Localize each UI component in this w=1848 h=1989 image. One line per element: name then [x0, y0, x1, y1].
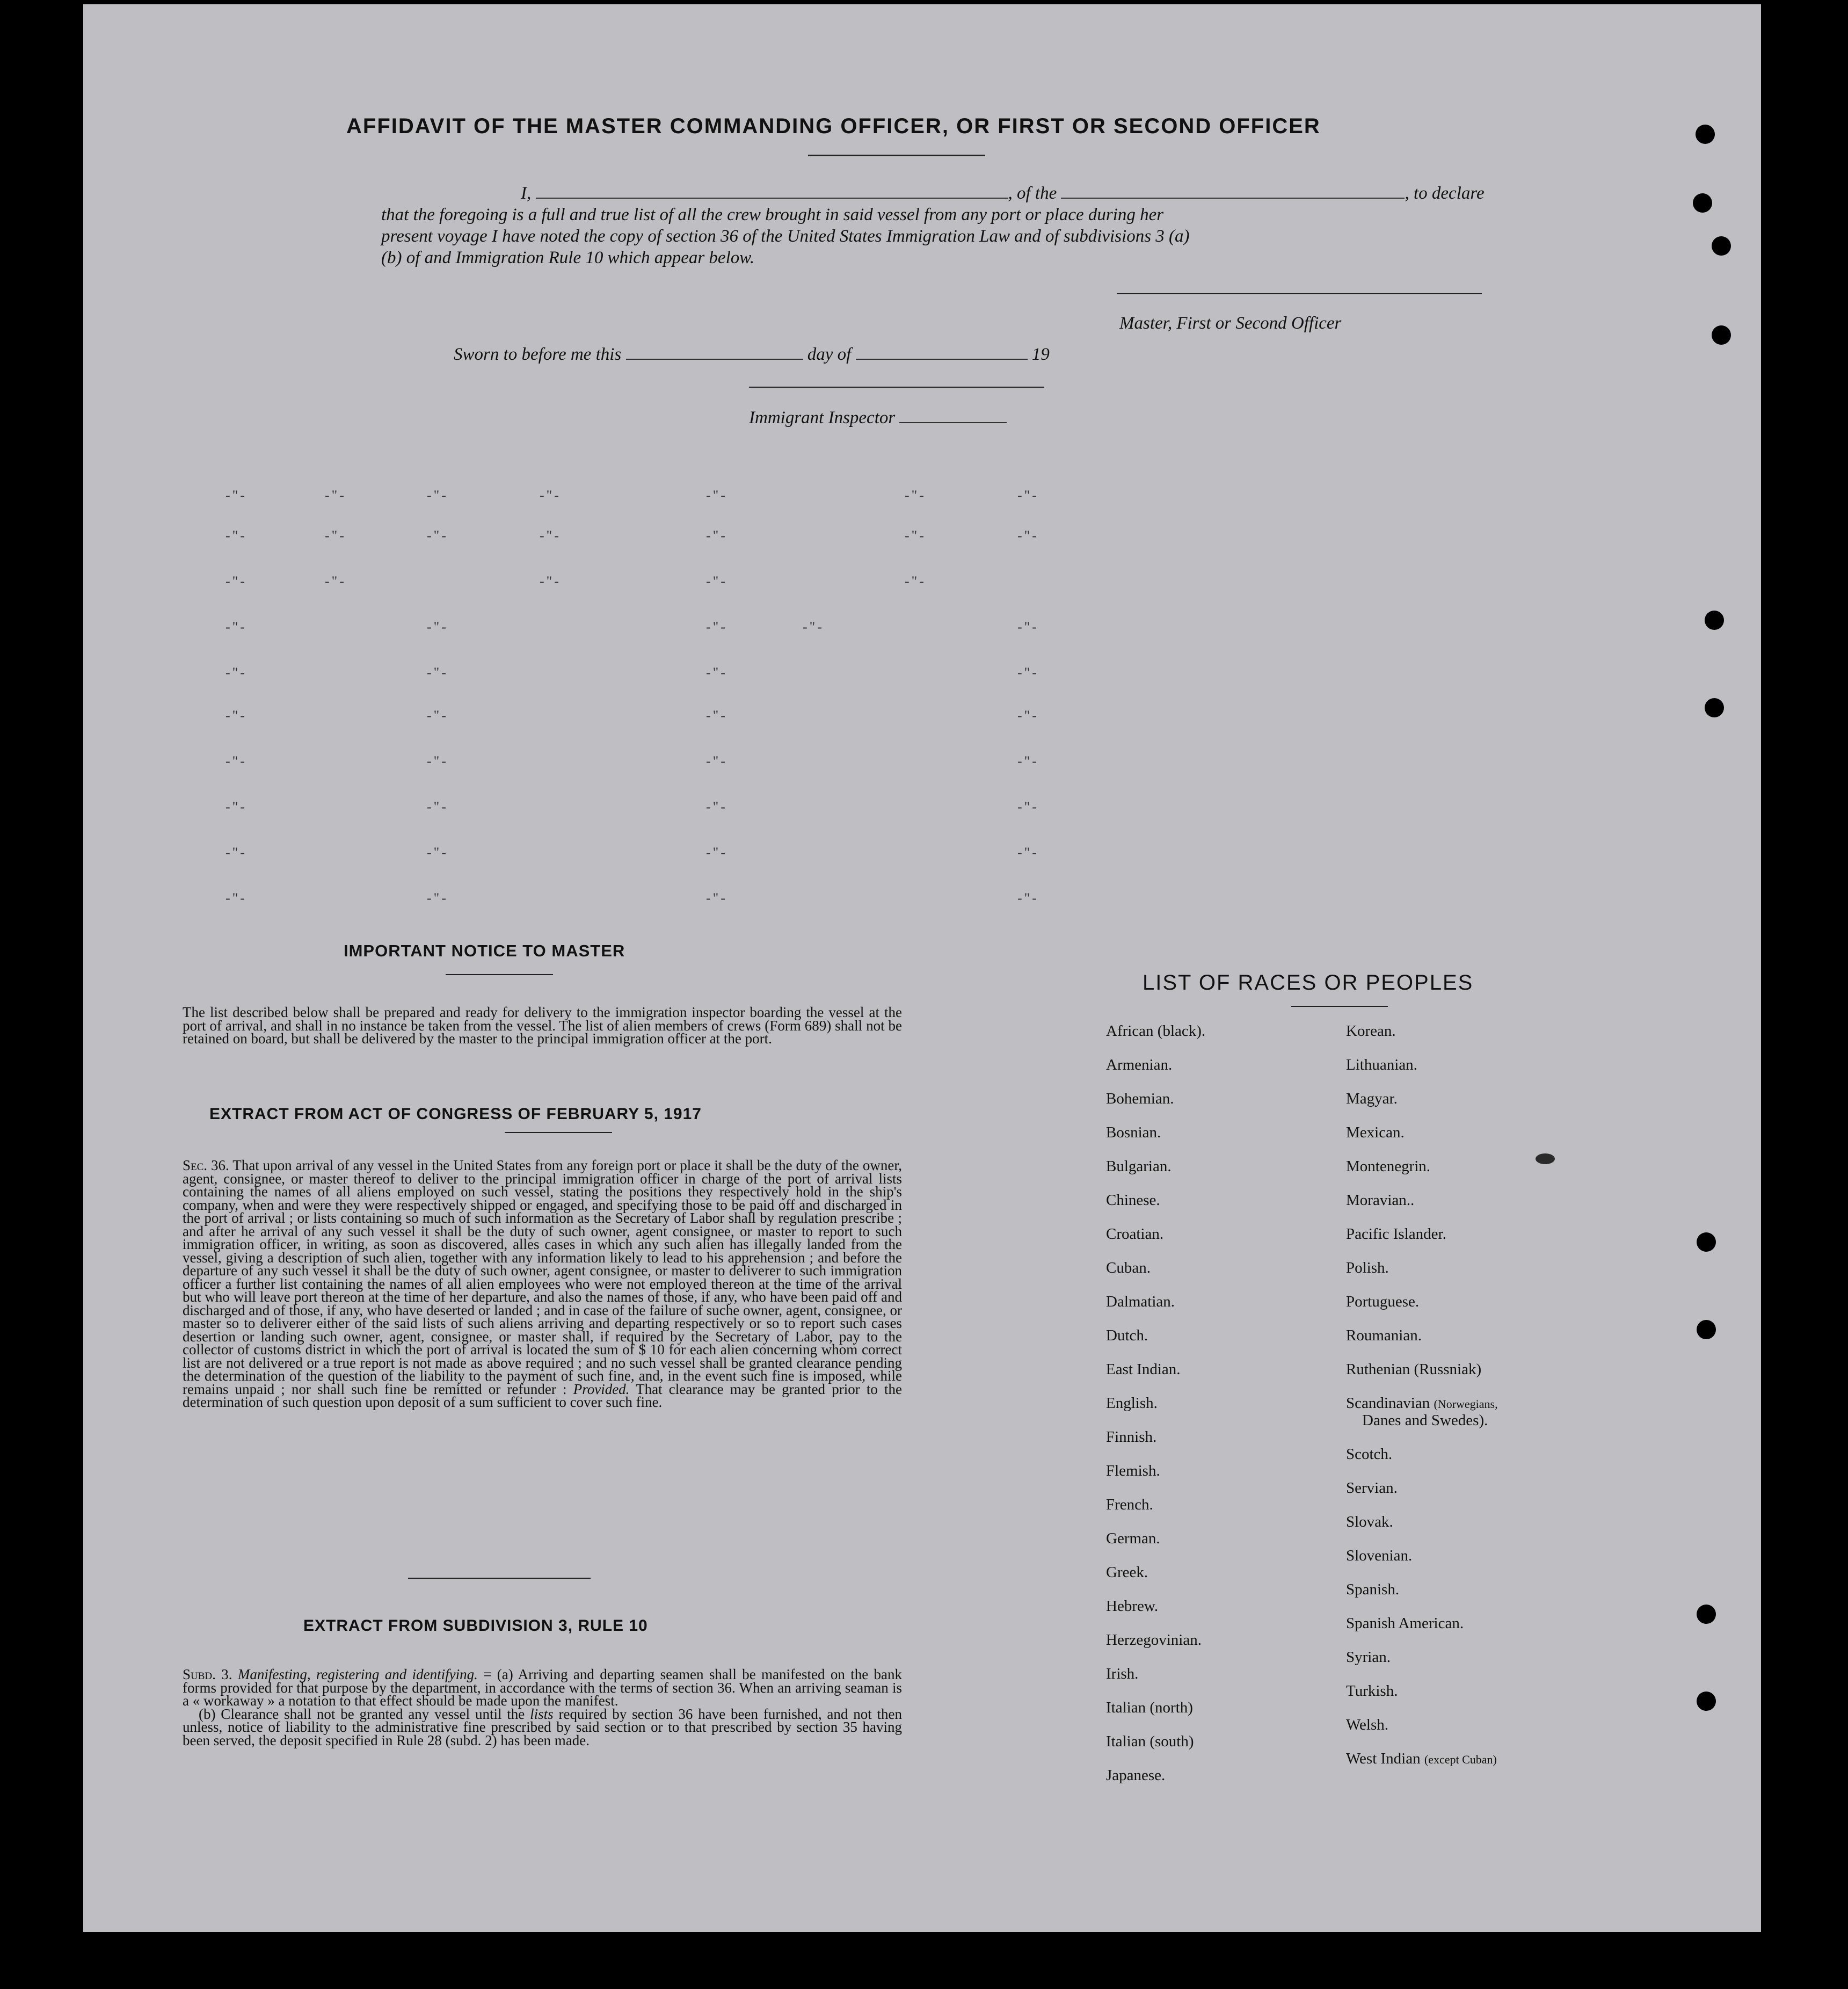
- ditto-row: [83, 845, 1761, 861]
- ditto-mark: -"-: [427, 753, 448, 769]
- act-body: That upon arrival of any vessel in the United States from any foreign port or place it shall be the duty of the owner, agent, consignee, or master thereof to deliver to the principal immigration officer in charge of the port of arrival lists containing the names of all aliens employed on such vessel, stating the positions they respectively hold in the ship's company, when and were they were respectively shipped or engaged, and specifying those to be paid off and discharged in the port of arrival ; or lists containing so much of such information as the Secretary of Labor shall by regulation prescribe ; and after he arrival of any such vessel it shall be the duty of such owner, agent consignee, or master to report to such immigration officer, in writing, as soon as discovered, alles cases in which any such alien has illegally landed from the vessel, giving a description of such alien, together with any information likely to lead to his apprehension ; and before the departure of any such vessel it shall be the duty of such owner, agent consignee, or master to deliverer to such immigration officer a further list containing the names of all alien employees who were not employed thereon at the time of the arrival but who will leave port thereon at the time of her departure, and also the names of those, if any, who have been paid off and discharged and of those, if any, who have deserted or landed ; and in case of the failure of suche owner, agent, consignee, or master so to deliverer either of the said lists of such aliens arriving and departing respectively or so to report such cases desertion or landing such owner, agent, consignee, or master shall, if required by the Secretary of Labor, pay to the collector of customs district in which the port of arrival is located the sum of $ 10 for each alien concerning whom correct list are not delivered or a true report is not made as above required ; and no such vessel shall be granted clearance pending the determination of the question of the liability to the payment of such fine, and, in the event such fine is imposed, while remains unpaid ; nor shall such fine be remitted or refunder :: [183, 1157, 902, 1397]
- ditto-mark: -"-: [427, 708, 448, 723]
- rule-title: EXTRACT FROM SUBDIVISION 3, RULE 10: [303, 1617, 648, 1635]
- ditto-mark: -"-: [427, 890, 448, 906]
- ditto-row: [83, 799, 1761, 815]
- race-item: Pacific Islander.: [1346, 1225, 1446, 1243]
- ditto-mark: -"-: [1017, 488, 1039, 503]
- notice-title-underline: [446, 974, 553, 975]
- ditto-mark: -"-: [1017, 845, 1039, 860]
- signature-line: [1117, 293, 1482, 294]
- punch-hole: [1696, 125, 1715, 144]
- race-item: Montenegrin.: [1346, 1158, 1431, 1175]
- ditto-mark: -"-: [427, 665, 448, 680]
- inspector-line: [749, 407, 1007, 429]
- race-item: Cuban.: [1106, 1259, 1151, 1276]
- race-item: Slovenian.: [1346, 1547, 1413, 1564]
- race-item: German.: [1106, 1530, 1160, 1547]
- race-item: African (black).: [1106, 1022, 1206, 1040]
- race-item: Magyar.: [1346, 1090, 1398, 1107]
- punch-hole: [1693, 193, 1712, 213]
- race-item: Mexican.: [1346, 1124, 1405, 1141]
- ditto-row: [83, 619, 1761, 635]
- affidavit-title-underline: [808, 155, 985, 156]
- act-provided: Provided.: [573, 1381, 630, 1397]
- ditto-mark: -"-: [225, 708, 247, 723]
- race-item: Flemish.: [1106, 1462, 1160, 1479]
- rule-text-b-start: (b) Clearance shall not be granted any vessel until the: [199, 1705, 525, 1722]
- race-item: French.: [1106, 1496, 1153, 1513]
- notice-title: IMPORTANT NOTICE TO MASTER: [344, 941, 625, 960]
- inspector-label: Immigrant Inspector: [749, 408, 896, 427]
- ditto-mark: -"-: [225, 619, 247, 635]
- ditto-mark: -"-: [905, 528, 926, 543]
- ditto-mark: -"-: [706, 528, 727, 543]
- act-end-rule: [408, 1578, 591, 1579]
- race-item: Servian.: [1346, 1479, 1398, 1497]
- race-item: Scotch.: [1346, 1446, 1393, 1463]
- scandinavian-note: (Norwegians,: [1434, 1397, 1498, 1411]
- race-item: Syrian.: [1346, 1649, 1391, 1666]
- race-item: Italian (north): [1106, 1699, 1193, 1716]
- sworn-year: 19: [1031, 345, 1050, 364]
- affidavit-line1-mid: , of the: [1008, 184, 1057, 203]
- ditto-mark: -"-: [706, 799, 727, 815]
- ditto-mark: -"-: [706, 574, 727, 589]
- ditto-mark: -"-: [706, 845, 727, 860]
- ditto-mark: -"-: [225, 890, 247, 906]
- affidavit-title: AFFIDAVIT OF THE MASTER COMMANDING OFFICER, OR FIRST OR SECOND OFFICER: [346, 114, 1321, 138]
- inspector-signature-line: [749, 387, 1044, 388]
- ditto-mark: -"-: [427, 488, 448, 503]
- ink-blot: [1536, 1153, 1555, 1164]
- ditto-mark: -"-: [905, 488, 926, 503]
- ditto-mark: -"-: [1017, 799, 1039, 815]
- races-title-underline: [1291, 1006, 1388, 1007]
- race-item: Croatian.: [1106, 1225, 1164, 1243]
- ditto-mark: -"-: [325, 574, 346, 589]
- ditto-mark: -"-: [1017, 665, 1039, 680]
- race-item: Polish.: [1346, 1259, 1389, 1276]
- ditto-mark: -"-: [325, 488, 346, 503]
- act-title-underline: [505, 1132, 612, 1133]
- ditto-mark: -"-: [325, 528, 346, 543]
- notice-paragraph: The list described below shall be prepared and ready for delivery to the immigration inspector boarding the vessel at the port of arrival, and shall in no instance be taken from the vessel. The list of alien members of crews (Form 689) shall not be retained on board, but shall be delivered by the master to the principal immigration officer at the port.: [183, 1004, 902, 1047]
- race-item: Slovak.: [1346, 1513, 1393, 1530]
- west-indian-note: (except Cuban): [1424, 1753, 1497, 1766]
- ditto-mark: -"-: [706, 665, 727, 680]
- race-item: Hebrew.: [1106, 1598, 1159, 1615]
- ditto-mark: -"-: [427, 845, 448, 860]
- punch-hole: [1697, 1692, 1716, 1711]
- races-left-column: [1106, 1023, 1205, 1801]
- punch-hole: [1705, 698, 1724, 717]
- ditto-mark: -"-: [803, 619, 824, 635]
- ditto-mark: -"-: [225, 753, 247, 769]
- ditto-mark: -"-: [706, 708, 727, 723]
- race-item-west-indian: [1346, 1751, 1498, 1784]
- affidavit-line1-start: I,: [521, 184, 532, 203]
- scandinavian-line2: Danes and Swedes).: [1362, 1412, 1488, 1429]
- rule-text: [183, 1668, 902, 1747]
- act-text: [183, 1159, 902, 1409]
- race-item: Turkish.: [1346, 1682, 1398, 1700]
- ditto-mark: -"-: [427, 799, 448, 815]
- ditto-mark: -"-: [706, 619, 727, 635]
- races-title: LIST OF RACES OR PEOPLES: [1143, 971, 1474, 994]
- act-body-end: That clearance may be granted prior to the determination of such question upon deposit of a sum sufficient to cover such fine.: [183, 1381, 902, 1410]
- sworn-month-blank[interactable]: [856, 344, 1028, 360]
- document-page: [83, 4, 1761, 1932]
- race-item: Armenian.: [1106, 1056, 1173, 1073]
- rule-paragraph-b: [183, 1705, 903, 1748]
- sworn-prefix: Sworn to before me this: [454, 345, 622, 364]
- rule-subd-label: Subd. 3.: [183, 1666, 232, 1682]
- ditto-mark: -"-: [225, 665, 247, 680]
- ditto-row: [83, 488, 1761, 504]
- rule-text-b-end: required by section 36 have been furnished, and not then unless, notice of liability to the administrative fine prescribed by said section or to that prescribed by section 35 having been served, the deposit specified in Rule 28 (subd. 2) has been made.: [183, 1705, 903, 1748]
- ditto-mark: -"-: [905, 574, 926, 589]
- ditto-row: [83, 753, 1761, 770]
- signature-label: Master, First or Second Officer: [1119, 314, 1342, 333]
- ditto-mark: -"-: [1017, 619, 1039, 635]
- ditto-mark: -"-: [225, 574, 247, 589]
- sworn-line: [454, 344, 1050, 365]
- rule-subd-heading: Manifesting, registering and identifying.: [237, 1666, 478, 1682]
- race-item: Bulgarian.: [1106, 1158, 1172, 1175]
- races-right-column: [1346, 1023, 1498, 1784]
- race-item: Italian (south): [1106, 1733, 1194, 1750]
- punch-hole: [1697, 1232, 1716, 1252]
- sworn-day-blank[interactable]: [626, 344, 803, 360]
- notice-text: [183, 1006, 902, 1046]
- punch-hole: [1697, 1605, 1716, 1624]
- race-item: Ruthenian (Russniak): [1346, 1361, 1482, 1378]
- race-item: Japanese.: [1106, 1767, 1166, 1784]
- punch-hole: [1712, 325, 1731, 345]
- affidavit-line1-end: , to declare: [1405, 184, 1485, 203]
- ditto-row: [83, 574, 1761, 590]
- affidavit-line-2: that the foregoing is a full and true list of all the crew brought in said vessel from any port or place during her: [381, 205, 1164, 224]
- race-item: Spanish American.: [1346, 1615, 1464, 1632]
- ditto-mark: -"-: [225, 845, 247, 860]
- ditto-mark: -"-: [1017, 753, 1039, 769]
- race-item: Greek.: [1106, 1564, 1148, 1581]
- west-indian-label: West Indian: [1346, 1750, 1421, 1767]
- ditto-row: [83, 708, 1761, 724]
- race-item: Bohemian.: [1106, 1090, 1174, 1107]
- rule-text-b-lists: lists: [530, 1705, 554, 1722]
- act-sec-label: Sec. 36.: [183, 1157, 229, 1173]
- sworn-day-label: day of: [807, 345, 852, 364]
- race-item: Herzegovinian.: [1106, 1631, 1202, 1649]
- rule-paragraph-a: [183, 1668, 902, 1708]
- race-item-scandinavian: [1346, 1395, 1498, 1446]
- race-item: Dalmatian.: [1106, 1293, 1175, 1310]
- race-item: Portuguese.: [1346, 1293, 1420, 1310]
- race-item: English.: [1106, 1395, 1158, 1412]
- race-item: Bosnian.: [1106, 1124, 1161, 1141]
- race-item: Welsh.: [1346, 1716, 1389, 1733]
- race-item: Irish.: [1106, 1665, 1139, 1682]
- ditto-row: [83, 665, 1761, 681]
- ditto-mark: -"-: [225, 799, 247, 815]
- ditto-mark: -"-: [427, 619, 448, 635]
- ditto-mark: -"-: [706, 488, 727, 503]
- ditto-mark: -"-: [540, 488, 561, 503]
- race-item: Chinese.: [1106, 1192, 1160, 1209]
- ditto-mark: -"-: [706, 753, 727, 769]
- race-item: Finnish.: [1106, 1428, 1157, 1446]
- affidavit-line-3: present voyage I have noted the copy of section 36 of the United States Immigration Law and of subdivisions 3 (a): [381, 227, 1190, 246]
- ditto-mark: -"-: [1017, 528, 1039, 543]
- race-item: Dutch.: [1106, 1327, 1148, 1344]
- act-paragraph: [183, 1159, 902, 1409]
- affidavit-line-1: [521, 183, 1485, 204]
- ditto-row: [83, 890, 1761, 906]
- race-item: Moravian..: [1346, 1192, 1415, 1209]
- race-item: Korean.: [1346, 1022, 1396, 1040]
- affidavit-line-4: (b) of and Immigration Rule 10 which appear below.: [381, 248, 755, 267]
- inspector-blank[interactable]: [899, 407, 1007, 423]
- ditto-row: [83, 528, 1761, 544]
- punch-hole: [1705, 611, 1724, 630]
- ditto-mark: -"-: [1017, 708, 1039, 723]
- punch-hole: [1712, 236, 1731, 256]
- race-item: Roumanian.: [1346, 1327, 1422, 1344]
- race-item: Lithuanian.: [1346, 1056, 1417, 1073]
- scandinavian-label: Scandinavian: [1346, 1395, 1430, 1412]
- act-title: EXTRACT FROM ACT OF CONGRESS OF FEBRUARY 5, 1917: [209, 1105, 702, 1123]
- punch-hole: [1697, 1320, 1716, 1339]
- ditto-mark: -"-: [706, 890, 727, 906]
- ditto-mark: -"-: [225, 488, 247, 503]
- ditto-mark: -"-: [1017, 890, 1039, 906]
- name-blank[interactable]: [536, 183, 1008, 199]
- ditto-mark: -"-: [540, 574, 561, 589]
- race-item: Spanish.: [1346, 1581, 1400, 1598]
- vessel-blank[interactable]: [1061, 183, 1405, 199]
- race-item: East Indian.: [1106, 1361, 1181, 1378]
- ditto-mark: -"-: [427, 528, 448, 543]
- ditto-mark: -"-: [225, 528, 247, 543]
- rule-text-a: = (a) Arriving and departing seamen shall be manifested on the bank forms provided for that purpose by the department, in accordance with the terms of section 36. When an arriving seaman is a « workaway » a notation to that effect should be made upon the manifest.: [183, 1666, 903, 1709]
- ditto-mark: -"-: [540, 528, 561, 543]
